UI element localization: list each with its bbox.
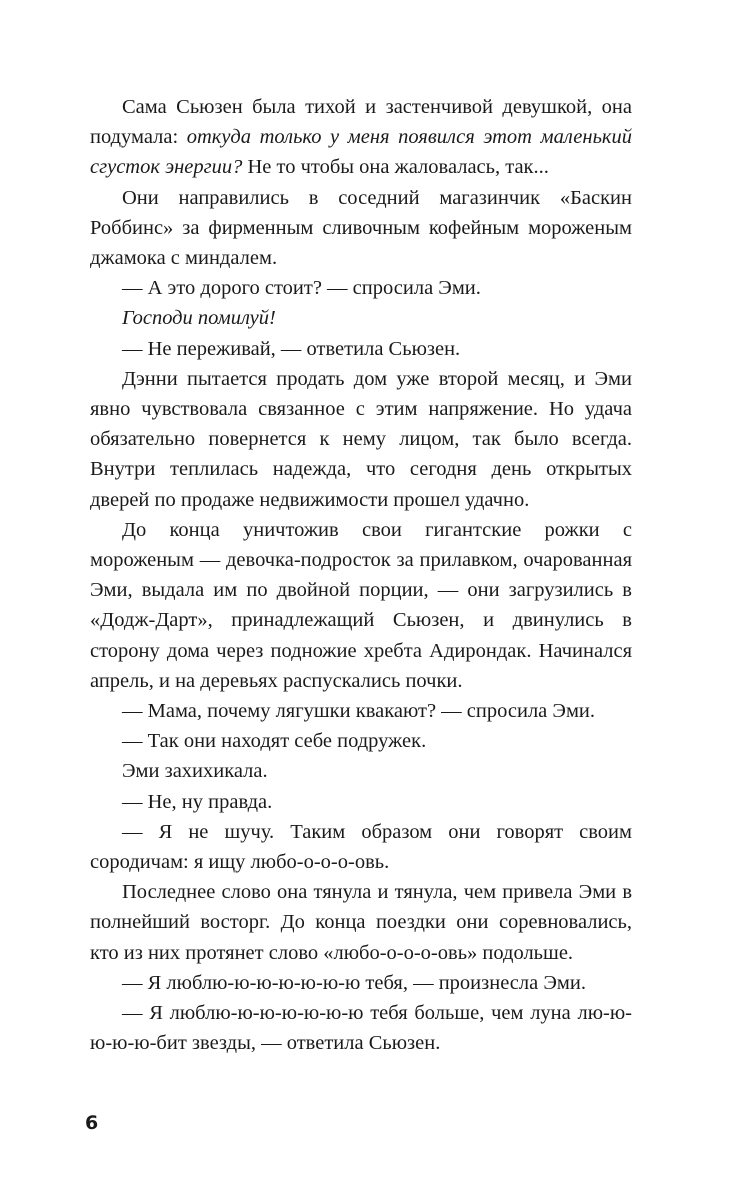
paragraph: — Я люблю-ю-ю-ю-ю-ю-ю тебя больше, чем луна лю-ю-ю-ю-ю-бит звезды, — ответила Сьюзен. <box>90 1002 632 1055</box>
paragraph: Эми захихикала. <box>122 760 268 783</box>
paragraph: Сама Сьюзен была тихой и застенчивой девушкой, она подумала: откуда только у меня появился этот маленький сгусток энергии? Не то чтобы она жаловалась, так... <box>90 96 632 179</box>
paragraph: До конца уничтожив свои гигантские рожки с мороженым — девочка-подросток за прилавком, очарованная Эми, выдала им по двойной порции, — они загрузились в «Додж-Дарт», принадлежащий Сьюзен, и двинулись в сторону дома через подножие хребта Адирондак. Начинался апрель, и на деревьях распускались почки. <box>90 518 632 692</box>
page-number: 6 <box>85 1112 99 1134</box>
paragraph: — Не, ну правда. <box>122 790 273 813</box>
paragraph: Последнее слово она тянула и тянула, чем привела Эми в полнейший восторг. До конца поездки они соревновались, кто из них протянет слово «любо-о-о-о-овь» подольше. <box>90 881 632 964</box>
paragraph: — Я люблю-ю-ю-ю-ю-ю-ю тебя, — произнесла Эми. <box>122 971 586 994</box>
paragraph: — Не переживай, — ответила Сьюзен. <box>122 337 461 360</box>
paragraph: — Я не шучу. Таким образом они говорят своим сородичам: я ищу любо-о-о-о-овь. <box>90 820 632 874</box>
paragraph: — А это дорого стоит? — спросила Эми. <box>122 277 481 300</box>
paragraph: Дэнни пытается продать дом уже второй месяц, и Эми явно чувствовала связанное с этим напряжение. Но удача обязательно повернется к нему лицом, так было всегда. Внутри теплилась надежда, что сегодня день открытых дверей по продаже недвижимости прошел удачно. <box>90 367 632 511</box>
body-text <box>90 92 632 1059</box>
paragraph: — Так они находят себе подружек. <box>122 730 427 753</box>
paragraph: Они направились в соседний магазинчик «Баскин Роббинс» за фирменным сливочным кофейным мороженым джамока с миндалем. <box>90 186 632 270</box>
paragraph: — Мама, почему лягушки квакают? — спросила Эми. <box>122 700 596 723</box>
paragraph: Господи помилуй! <box>122 307 276 330</box>
